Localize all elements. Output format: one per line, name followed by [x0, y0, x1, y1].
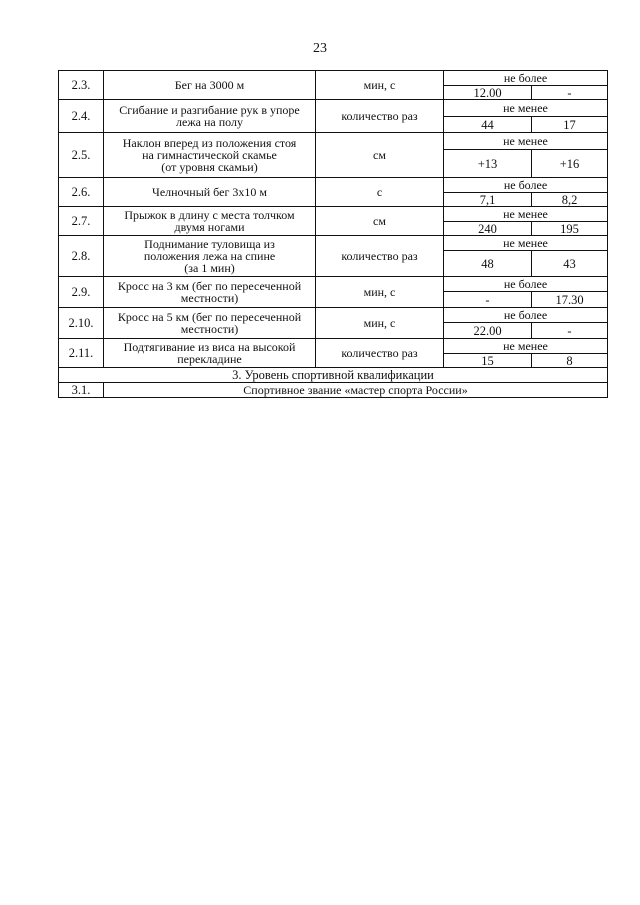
- value-women-cell: 8,2: [532, 193, 608, 207]
- test-name-line: положения лежа на спине: [143, 249, 276, 263]
- row-number: 2.3.: [59, 71, 104, 100]
- test-name-line: Сгибание и разгибание рук в упоре: [119, 103, 300, 117]
- row-number: 2.5.: [59, 133, 104, 178]
- value-men-cell: +13: [444, 150, 532, 178]
- test-name-cell: [104, 178, 316, 207]
- test-name-cell: [104, 100, 316, 133]
- row-number: 2.11.: [59, 339, 104, 368]
- table-row: [59, 100, 608, 117]
- table-row: [59, 277, 608, 292]
- unit-cell: с: [316, 178, 444, 207]
- condition-cell: не менее: [444, 100, 608, 117]
- norms-table: [58, 70, 608, 398]
- unit-cell: количество раз: [316, 236, 444, 277]
- test-name-cell: [104, 308, 316, 339]
- test-name-line: (от уровня скамьи): [161, 160, 258, 174]
- test-name-line: (за 1 мин): [184, 261, 235, 275]
- value-women-cell: 195: [532, 222, 608, 236]
- row-number: 2.7.: [59, 207, 104, 236]
- test-name-line: местности): [180, 322, 239, 336]
- test-name-line: двумя ногами: [174, 220, 245, 234]
- value-men-cell: 7,1: [444, 193, 532, 207]
- test-name-line: Челночный бег 3x10 м: [152, 185, 267, 199]
- test-name-cell: [104, 207, 316, 236]
- condition-cell: не менее: [444, 236, 608, 251]
- test-name-line: Кросс на 5 км (бег по пересеченной: [117, 310, 302, 324]
- unit-cell: количество раз: [316, 339, 444, 368]
- table-row: [59, 133, 608, 150]
- condition-cell: не более: [444, 178, 608, 193]
- test-name-line: Бег на 3000 м: [174, 78, 245, 92]
- row-number: 2.10.: [59, 308, 104, 339]
- value-women-cell: 17.30: [532, 292, 608, 308]
- value-men-cell: 44: [444, 117, 532, 133]
- value-men-cell: 15: [444, 354, 532, 368]
- test-name-cell: [104, 277, 316, 308]
- test-name-line: местности): [180, 291, 239, 305]
- value-women-cell: -: [532, 86, 608, 100]
- test-name-line: Кросс на 3 км (бег по пересеченной: [117, 279, 302, 293]
- section-title: 3. Уровень спортивной квалификации: [59, 368, 608, 383]
- value-women-cell: 43: [532, 251, 608, 277]
- norms-table-body: [59, 71, 608, 398]
- table-row: [59, 236, 608, 251]
- value-women-cell: +16: [532, 150, 608, 178]
- test-name-line: Подтягивание из виса на высокой: [123, 340, 296, 354]
- unit-cell: количество раз: [316, 100, 444, 133]
- row-number: 2.9.: [59, 277, 104, 308]
- row-number: 2.6.: [59, 178, 104, 207]
- value-men-cell: -: [444, 292, 532, 308]
- test-name-line: на гимнастической скамье: [142, 148, 277, 162]
- condition-cell: не более: [444, 277, 608, 292]
- row-number: 3.1.: [59, 383, 104, 398]
- condition-cell: не более: [444, 308, 608, 323]
- table-row: [59, 339, 608, 354]
- table-row: [59, 383, 608, 398]
- value-men-cell: 12.00: [444, 86, 532, 100]
- value-men-cell: 240: [444, 222, 532, 236]
- test-name-cell: [104, 339, 316, 368]
- unit-cell: мин, с: [316, 277, 444, 308]
- condition-cell: не более: [444, 71, 608, 86]
- test-name-line: Прыжок в длину с места толчком: [124, 208, 295, 222]
- test-name-cell: [104, 236, 316, 277]
- value-women-cell: 17: [532, 117, 608, 133]
- test-name-line: Наклон вперед из положения стоя: [122, 136, 297, 150]
- table-row: [59, 71, 608, 86]
- test-name-line: Поднимание туловища из: [144, 237, 275, 251]
- value-women-cell: 8: [532, 354, 608, 368]
- test-name-line: перекладине: [177, 352, 242, 366]
- condition-cell: не менее: [444, 133, 608, 150]
- qualification-cell: Спортивное звание «мастер спорта России»: [104, 383, 608, 398]
- table-row: [59, 178, 608, 193]
- page-number: 23: [313, 41, 327, 56]
- row-number: 2.8.: [59, 236, 104, 277]
- value-women-cell: -: [532, 323, 608, 339]
- condition-cell: не менее: [444, 207, 608, 222]
- unit-cell: см: [316, 207, 444, 236]
- row-number: 2.4.: [59, 100, 104, 133]
- test-name-cell: [104, 133, 316, 178]
- table-row: [59, 207, 608, 222]
- condition-cell: не менее: [444, 339, 608, 354]
- unit-cell: мин, с: [316, 308, 444, 339]
- test-name-cell: [104, 71, 316, 100]
- test-name-line: лежа на полу: [176, 115, 243, 129]
- section-title-row: [59, 368, 608, 383]
- value-men-cell: 22.00: [444, 323, 532, 339]
- unit-cell: см: [316, 133, 444, 178]
- unit-cell: мин, с: [316, 71, 444, 100]
- table-row: [59, 308, 608, 323]
- value-men-cell: 48: [444, 251, 532, 277]
